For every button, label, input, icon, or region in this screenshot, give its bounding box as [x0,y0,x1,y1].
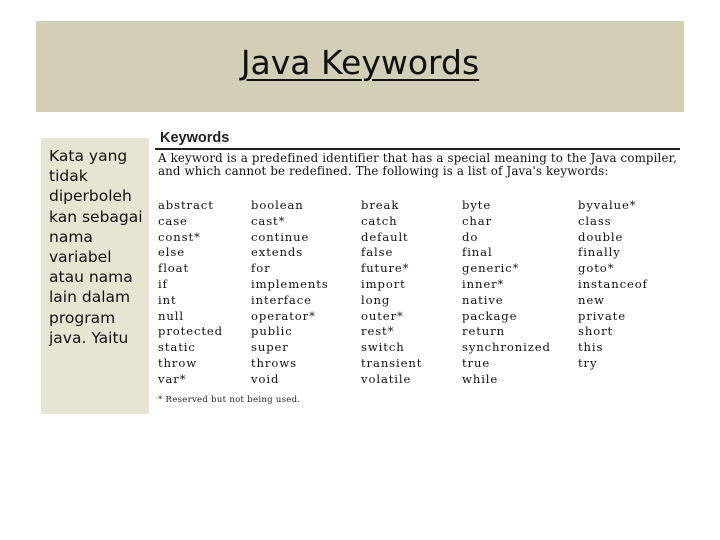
keyword-cell: short [578,324,614,339]
keyword-cell: final [462,245,493,260]
keyword-cell: null [158,308,184,323]
keyword-cell: public [251,324,293,339]
keyword-cell: static [158,340,196,355]
keyword-cell: native [462,292,504,307]
keyword-cell: try [578,355,598,370]
keyword-cell: else [158,245,185,260]
keyword-cell: instanceof [578,276,648,291]
keyword-cell: private [578,308,626,323]
keyword-cell: false [361,245,394,260]
keyword-cell: future* [361,261,410,276]
keyword-cell: goto* [578,261,615,276]
keyword-cell: while [462,371,499,386]
keyword-cell: throw [158,355,198,370]
keyword-cell: generic* [462,261,520,276]
keyword-cell: new [578,292,605,307]
keyword-cell: finally [578,245,621,260]
keyword-cell: int [158,292,177,307]
figure-footnote: * Reserved but not being used. [158,395,301,405]
keyword-cell: cast* [251,213,286,228]
description-text: Kata yang tidak diperboleh kan sebagai nama variabel atau nama lain dalam program java. Yaitu [49,147,143,347]
keyword-cell: protected [158,324,223,339]
description-box [41,138,149,414]
keyword-cell: char [462,213,493,228]
keyword-cell: byte [462,198,492,212]
keyword-cell: const* [158,229,201,244]
keyword-cell: abstract [158,198,214,212]
keyword-cell: catch [361,213,398,228]
keyword-cell: synchronized [462,340,551,355]
keyword-cell: double [578,229,624,244]
keyword-cell: interface [251,292,312,307]
keyword-cell: outer* [361,308,404,323]
keyword-cell: throws [251,355,297,370]
keyword-cell: float [158,261,190,276]
keyword-cell: return [462,324,505,339]
title-banner [36,21,684,112]
heading-rule [155,148,680,150]
keyword-cell: default [361,229,409,244]
keyword-cell: true [462,355,491,370]
keyword-cell: void [251,371,280,386]
keyword-cell: super [251,340,289,355]
keyword-cell: break [361,198,400,212]
keyword-cell: continue [251,229,310,244]
keyword-cell: for [251,261,271,276]
slide-title: Java Keywords [240,43,480,82]
keyword-cell: case [158,213,188,228]
keyword-cell: long [361,292,391,307]
keywords-figure [155,126,685,411]
keyword-cell: switch [361,340,405,355]
keyword-cell: class [578,213,612,228]
keyword-cell: implements [251,276,329,291]
keyword-cell: transient [361,355,423,370]
figure-heading: Keywords [160,130,230,146]
keyword-cell: this [578,340,604,355]
keyword-cell: import [361,276,406,291]
keyword-cell: boolean [251,198,304,212]
figure-description: A keyword is a predefined identifier that has a special meaning to the Java compiler, and which cannot be redefined. The following is a list of Java's keywords: [158,151,677,178]
keyword-cell: rest* [361,324,395,339]
keyword-cell: extends [251,245,304,260]
keyword-cell: volatile [361,371,412,386]
keyword-cell: if [158,276,168,291]
keyword-cell: do [462,229,479,244]
keyword-cell: var* [158,371,187,386]
keyword-cell: byvalue* [578,198,637,212]
keyword-cell: inner* [462,276,505,291]
keyword-cell: operator* [251,308,316,323]
keyword-cell: package [462,308,518,323]
